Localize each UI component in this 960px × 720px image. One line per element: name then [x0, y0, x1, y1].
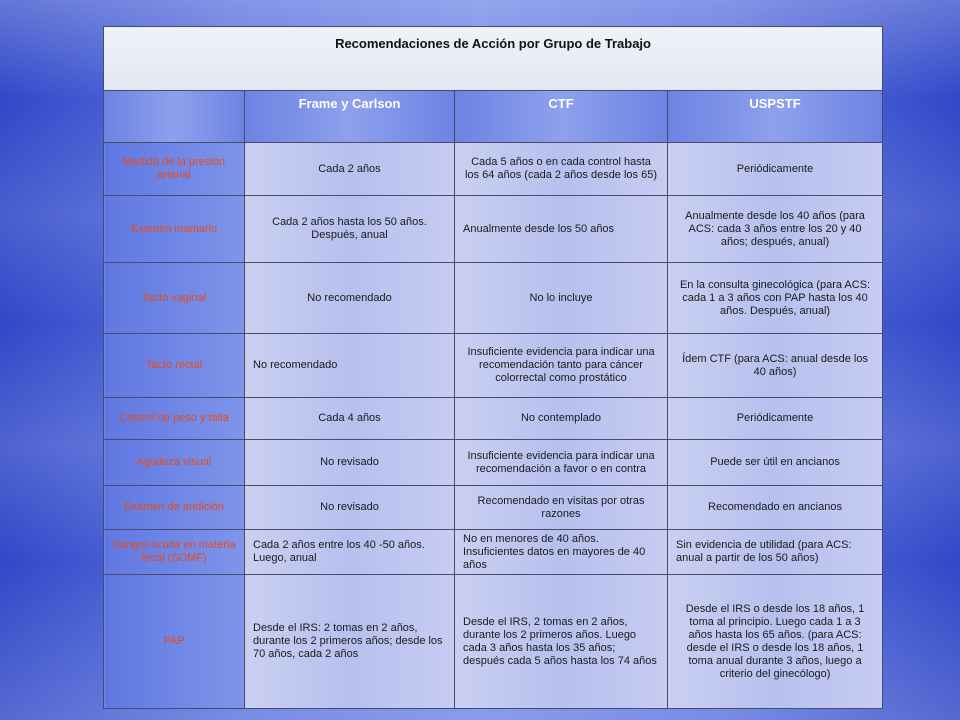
table-row: [104, 143, 883, 196]
row-label: Agudeza visual: [104, 440, 245, 486]
table-row: [104, 530, 883, 575]
cell-ctf: No contemplado: [455, 398, 668, 440]
table-row: [104, 334, 883, 398]
row-label: Sangre oculta en materia fecal (SOMF): [104, 530, 245, 575]
table-row: [104, 486, 883, 530]
cell-frame: No revisado: [245, 486, 455, 530]
cell-ctf: Cada 5 años o en cada control hasta los 64 años (cada 2 años desde los 65): [455, 143, 668, 196]
cell-ctf: Anualmente desde los 50 años: [455, 196, 668, 263]
cell-uspstf: En la consulta ginecológica (para ACS: cada 1 a 3 años con PAP hasta los 40 años. Después, anual): [668, 263, 883, 334]
cell-ctf: Desde el IRS, 2 tomas en 2 años, durante los 2 primeros años. Luego cada 3 años hasta los 35 años; después cada 5 años hasta los 74 años: [455, 575, 668, 709]
cell-frame: No revisado: [245, 440, 455, 486]
cell-ctf: No en menores de 40 años. Insuficientes datos en mayores de 40 años: [455, 530, 668, 575]
header-row: [104, 91, 883, 143]
table-row: [104, 575, 883, 709]
cell-frame: No recomendado: [245, 263, 455, 334]
row-label: Examen mamario: [104, 196, 245, 263]
cell-ctf: Insuficiente evidencia para indicar una recomendación a favor o en contra: [455, 440, 668, 486]
table-row: [104, 440, 883, 486]
title-row: [104, 27, 883, 91]
cell-frame: Cada 2 años: [245, 143, 455, 196]
cell-uspstf: Periódicamente: [668, 143, 883, 196]
row-label: Tacto rectal: [104, 334, 245, 398]
header-frame-carlson: Frame y Carlson: [245, 91, 455, 143]
cell-ctf: Insuficiente evidencia para indicar una recomendación tanto para cáncer colorrectal como prostático: [455, 334, 668, 398]
row-label: Tacto vaginal: [104, 263, 245, 334]
row-label: Medida de la presión arterial: [104, 143, 245, 196]
cell-frame: No recomendado: [245, 334, 455, 398]
cell-uspstf: Ídem CTF (para ACS: anual desde los 40 años): [668, 334, 883, 398]
row-label: PAP: [104, 575, 245, 709]
table-row: [104, 196, 883, 263]
table-row: [104, 263, 883, 334]
cell-ctf: No lo incluye: [455, 263, 668, 334]
cell-frame: Cada 2 años entre los 40 -50 años. Luego, anual: [245, 530, 455, 575]
cell-uspstf: Recomendado en ancianos: [668, 486, 883, 530]
row-label: Examen de audición: [104, 486, 245, 530]
cell-uspstf: Anualmente desde los 40 años (para ACS: cada 3 años entre los 20 y 40 años; después, anual): [668, 196, 883, 263]
header-uspstf: USPSTF: [668, 91, 883, 143]
cell-ctf: Recomendado en visitas por otras razones: [455, 486, 668, 530]
recommendations-table: [103, 26, 883, 709]
cell-frame: Cada 4 años: [245, 398, 455, 440]
table-row: [104, 398, 883, 440]
cell-uspstf: Periódicamente: [668, 398, 883, 440]
cell-uspstf: Desde el IRS o desde los 18 años, 1 toma al principio. Luego cada 1 a 3 años hasta los 65 años. (para ACS: desde el IRS o desde los 18 años, 1 toma anual durante 3 años, luego a criterio del ginecólogo): [668, 575, 883, 709]
row-label: Control de peso y talla: [104, 398, 245, 440]
header-empty: [104, 91, 245, 143]
header-ctf: CTF: [455, 91, 668, 143]
table-title: Recomendaciones de Acción por Grupo de Trabajo: [104, 27, 883, 91]
cell-frame: Cada 2 años hasta los 50 años. Después, anual: [245, 196, 455, 263]
cell-frame: Desde el IRS: 2 tomas en 2 años, durante los 2 primeros años; desde los 70 años, cada 2 años: [245, 575, 455, 709]
cell-uspstf: Puede ser útil en ancianos: [668, 440, 883, 486]
cell-uspstf: Sin evidencia de utilidad (para ACS: anual a partir de los 50 años): [668, 530, 883, 575]
